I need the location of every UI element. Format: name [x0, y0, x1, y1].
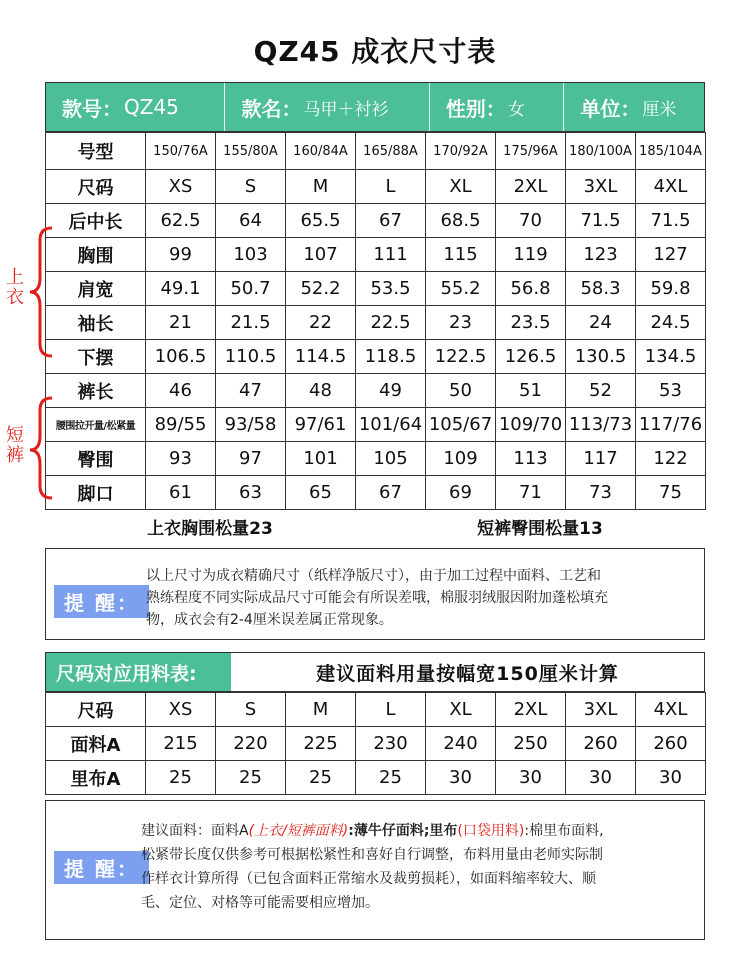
- usage-value: 25: [216, 761, 286, 795]
- measurement-value: 109/70: [496, 408, 566, 442]
- measurement-value: 70: [496, 204, 566, 238]
- gender-value: 女: [507, 99, 525, 120]
- usage-size-cell: XS: [146, 693, 216, 727]
- measurement-value: 53: [636, 374, 706, 408]
- measurement-value: 21: [146, 306, 216, 340]
- style-name-value: 马甲＋衬衫: [303, 99, 389, 120]
- model-row: [46, 133, 706, 170]
- usage-size-cell: 3XL: [566, 693, 636, 727]
- measurement-value: 56.8: [496, 272, 566, 306]
- measurement-value: 21.5: [216, 306, 286, 340]
- reminder-badge-2: 提 醒：: [54, 851, 149, 884]
- measurement-row: [46, 340, 706, 374]
- usage-size-label: 尺码: [46, 693, 146, 727]
- measurement-value: 24.5: [636, 306, 706, 340]
- usage-value: 260: [566, 727, 636, 761]
- measurement-value: 130.5: [566, 340, 636, 374]
- model-cell: 175/96A: [496, 133, 566, 170]
- usage-row: [46, 761, 706, 795]
- measurement-value: 126.5: [496, 340, 566, 374]
- measurement-value: 97: [216, 442, 286, 476]
- measurement-label: 裤长: [46, 374, 146, 408]
- usage-value: 225: [286, 727, 356, 761]
- top-group-brace: [30, 228, 52, 356]
- measurement-value: 46: [146, 374, 216, 408]
- measurement-value: 50.7: [216, 272, 286, 306]
- measurement-value: 63: [216, 476, 286, 510]
- measurement-value: 49.1: [146, 272, 216, 306]
- usage-row-label: 面料A: [46, 727, 146, 761]
- measurement-value: 67: [356, 476, 426, 510]
- usage-size-cell: 2XL: [496, 693, 566, 727]
- measurement-value: 65: [286, 476, 356, 510]
- size-row: [46, 170, 706, 204]
- measurement-value: 134.5: [636, 340, 706, 374]
- usage-row-label: 里布A: [46, 761, 146, 795]
- model-cell: 165/88A: [356, 133, 426, 170]
- measurement-value: 89/55: [146, 408, 216, 442]
- measurement-value: 23.5: [496, 306, 566, 340]
- measurement-row: [46, 408, 706, 442]
- measurement-value: 122: [636, 442, 706, 476]
- top-group-label: [6, 268, 28, 308]
- measurement-value: 113: [496, 442, 566, 476]
- usage-tag: 尺码对应用料表:: [46, 653, 231, 691]
- model-cell: 160/84A: [286, 133, 356, 170]
- page-title: QZ45 成衣尺寸表: [253, 35, 497, 68]
- model-cell: 180/100A: [566, 133, 636, 170]
- size-row-label: 尺码: [46, 170, 146, 204]
- style-number-value: QZ45: [124, 95, 179, 119]
- measurement-value: 65.5: [286, 204, 356, 238]
- measurement-value: 127: [636, 238, 706, 272]
- reminder-badge-1: 提 醒：: [54, 585, 149, 618]
- unit-label: 单位：: [580, 96, 641, 121]
- measurement-label: 后中长: [46, 204, 146, 238]
- measurement-label: 臀围: [46, 442, 146, 476]
- size-cell: 2XL: [496, 170, 566, 204]
- measurement-value: 101/64: [356, 408, 426, 442]
- measurement-value: 71: [496, 476, 566, 510]
- measurement-value: 47: [216, 374, 286, 408]
- measurement-value: 119: [496, 238, 566, 272]
- usage-description: 建议面料用量按幅宽150厘米计算: [316, 662, 619, 685]
- reminder-box-2: [45, 800, 705, 940]
- measurement-value: 93: [146, 442, 216, 476]
- measurement-value: 23: [426, 306, 496, 340]
- size-table: [45, 132, 706, 510]
- reminder-2-line: 松紧带长度仅供参考可根据松紧性和喜好自行调整，布料用量由老师实际制: [141, 847, 603, 863]
- size-cell: 4XL: [636, 170, 706, 204]
- size-cell: L: [356, 170, 426, 204]
- measurement-value: 122.5: [426, 340, 496, 374]
- reminder-2-line: [141, 819, 701, 843]
- usage-size-cell: 4XL: [636, 693, 706, 727]
- usage-value: 30: [426, 761, 496, 795]
- measurement-label: 下摆: [46, 340, 146, 374]
- spec-header: [45, 82, 705, 132]
- shorts-group-label: [6, 426, 28, 466]
- top-ease-note: 上衣胸围松量23: [147, 519, 273, 539]
- measurement-value: 22: [286, 306, 356, 340]
- measurement-value: 114.5: [286, 340, 356, 374]
- shorts-ease-note: 短裤臀围松量13: [477, 519, 603, 539]
- measurement-value: 58.3: [566, 272, 636, 306]
- measurement-value: 111: [356, 238, 426, 272]
- measurement-value: 118.5: [356, 340, 426, 374]
- usage-table: [45, 692, 706, 795]
- measurement-value: 62.5: [146, 204, 216, 238]
- ease-notes: [45, 514, 705, 544]
- usage-size-cell: M: [286, 693, 356, 727]
- style-number-cell: [46, 83, 225, 131]
- measurement-value: 105: [356, 442, 426, 476]
- shorts-group-text: 短裤: [6, 425, 24, 466]
- usage-value: 250: [496, 727, 566, 761]
- reminder-2-line: 毛、定位、对格等可能需要相应增加。: [141, 895, 379, 911]
- reminder-text-2: [141, 819, 701, 915]
- measurement-value: 51: [496, 374, 566, 408]
- usage-value: 25: [146, 761, 216, 795]
- measurement-value: 93/58: [216, 408, 286, 442]
- usage-row: [46, 727, 706, 761]
- measurement-value: 68.5: [426, 204, 496, 238]
- unit-cell: [564, 83, 704, 131]
- shorts-group-brace: [30, 398, 52, 498]
- usage-value: 220: [216, 727, 286, 761]
- model-cell: 155/80A: [216, 133, 286, 170]
- measurement-value: 99: [146, 238, 216, 272]
- usage-value: 240: [426, 727, 496, 761]
- measurement-value: 73: [566, 476, 636, 510]
- fabric-a-usage: (上衣/短裤面料): [248, 823, 349, 839]
- unit-value: 厘米: [642, 99, 677, 120]
- fabric-a-prefix: 建议面料：面料A: [141, 823, 249, 839]
- measurement-value: 48: [286, 374, 356, 408]
- measurement-value: 22.5: [356, 306, 426, 340]
- gender-label: 性别：: [445, 96, 506, 121]
- measurement-row: [46, 306, 706, 340]
- usage-value: 215: [146, 727, 216, 761]
- measurement-value: 24: [566, 306, 636, 340]
- lining-material: :棉里布面料,: [524, 823, 604, 839]
- reminder-1-line: 物，成衣会有2-4厘米误差属正常现象。: [146, 612, 393, 628]
- measurement-value: 113/73: [566, 408, 636, 442]
- measurement-value: 53.5: [356, 272, 426, 306]
- measurement-value: 117: [566, 442, 636, 476]
- measurement-value: 71.5: [636, 204, 706, 238]
- usage-header: [45, 652, 705, 692]
- measurement-value: 59.8: [636, 272, 706, 306]
- measurement-value: 115: [426, 238, 496, 272]
- measurement-value: 107: [286, 238, 356, 272]
- measurement-value: 75: [636, 476, 706, 510]
- reminder-1-line: 熟练程度不同实际成品尺寸可能会有所误差哦，棉服羽绒服因附加蓬松填充: [146, 590, 608, 606]
- model-cell: 185/104A: [636, 133, 706, 170]
- measurement-value: 52.2: [286, 272, 356, 306]
- measurement-value: 52: [566, 374, 636, 408]
- measurement-value: 69: [426, 476, 496, 510]
- measurement-row: [46, 272, 706, 306]
- model-cell: 170/92A: [426, 133, 496, 170]
- measurement-value: 101: [286, 442, 356, 476]
- measurement-label: 胸围: [46, 238, 146, 272]
- measurement-row: [46, 238, 706, 272]
- measurement-value: 67: [356, 204, 426, 238]
- measurement-value: 64: [216, 204, 286, 238]
- usage-value: 30: [496, 761, 566, 795]
- style-name-label: 款名：: [241, 96, 302, 121]
- size-cell: XL: [426, 170, 496, 204]
- usage-size-cell: S: [216, 693, 286, 727]
- measurement-row: [46, 476, 706, 510]
- measurement-value: 97/61: [286, 408, 356, 442]
- measurement-label: 肩宽: [46, 272, 146, 306]
- measurement-label: 脚口: [46, 476, 146, 510]
- usage-value: 25: [286, 761, 356, 795]
- measurement-value: 71.5: [566, 204, 636, 238]
- gender-cell: [430, 83, 565, 131]
- usage-size-cell: XL: [426, 693, 496, 727]
- model-row-label: 号型: [46, 133, 146, 170]
- size-cell: S: [216, 170, 286, 204]
- model-cell: 150/76A: [146, 133, 216, 170]
- fabric-a-material: :薄牛仔面料;里布: [348, 823, 458, 839]
- top-group-text: 上衣: [6, 267, 24, 308]
- measurement-value: 105/67: [426, 408, 496, 442]
- usage-value: 30: [566, 761, 636, 795]
- size-cell: XS: [146, 170, 216, 204]
- reminder-box-1: [45, 548, 705, 640]
- size-cell: M: [286, 170, 356, 204]
- measurement-row: [46, 442, 706, 476]
- measurement-row: [46, 204, 706, 238]
- measurement-value: 117/76: [636, 408, 706, 442]
- reminder-text-1: [146, 565, 701, 631]
- style-number-label: 款号：: [62, 96, 122, 121]
- reminder-1-line: 以上尺寸为成衣精确尺寸（纸样净版尺寸），由于加工过程中面料、工艺和: [146, 568, 601, 584]
- size-cell: 3XL: [566, 170, 636, 204]
- measurement-value: 50: [426, 374, 496, 408]
- measurement-row: [46, 374, 706, 408]
- measurement-value: 110.5: [216, 340, 286, 374]
- style-name-cell: [225, 83, 429, 131]
- measurement-value: 103: [216, 238, 286, 272]
- measurement-value: 49: [356, 374, 426, 408]
- measurement-value: 106.5: [146, 340, 216, 374]
- measurement-value: 61: [146, 476, 216, 510]
- usage-value: 230: [356, 727, 426, 761]
- lining-usage: (口袋用料): [457, 823, 525, 839]
- usage-value: 30: [636, 761, 706, 795]
- reminder-2-line: 作样衣计算所得（已包含面料正常缩水及裁剪损耗），如面料缩率较大、顺: [141, 871, 596, 887]
- usage-size-row: [46, 693, 706, 727]
- measurement-value: 55.2: [426, 272, 496, 306]
- measurement-label: 袖长: [46, 306, 146, 340]
- usage-value: 260: [636, 727, 706, 761]
- usage-value: 25: [356, 761, 426, 795]
- measurement-label: 腰围拉开量/松紧量: [46, 408, 146, 442]
- measurement-value: 109: [426, 442, 496, 476]
- measurement-value: 123: [566, 238, 636, 272]
- usage-size-cell: L: [356, 693, 426, 727]
